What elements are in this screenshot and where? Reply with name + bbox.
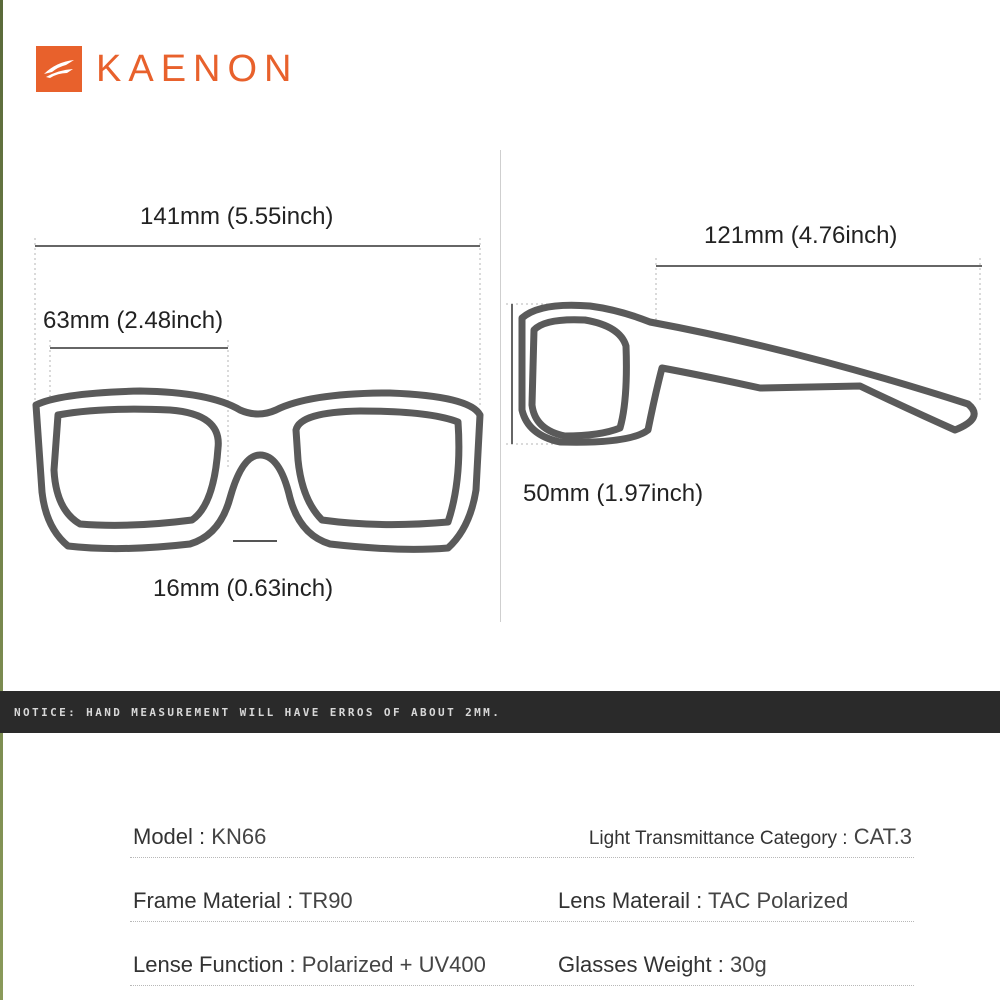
spec-row xyxy=(130,812,914,858)
spec-weight xyxy=(558,952,767,978)
side-view-glasses-icon xyxy=(522,305,974,442)
spec-label: Lense Function : xyxy=(133,952,296,977)
total-width-label: 141mm (5.55inch) xyxy=(140,203,334,230)
spec-value: KN66 xyxy=(211,824,267,849)
spec-transmittance xyxy=(589,824,912,850)
lens-height-label: 50mm (1.97inch) xyxy=(523,480,704,507)
spec-label: Frame Material : xyxy=(133,888,294,913)
brand-name: KAENON xyxy=(96,47,299,90)
spec-table xyxy=(130,812,914,986)
front-view-glasses-icon xyxy=(36,391,480,549)
spec-value: Polarized + UV400 xyxy=(301,952,486,977)
notice-text: NOTICE: HAND MEASUREMENT WILL HAVE ERROS OF ABOUT 2MM. xyxy=(14,705,502,719)
temple-length-label: 121mm (4.76inch) xyxy=(704,222,898,249)
spec-value: TR90 xyxy=(298,888,353,913)
spec-label: Model : xyxy=(133,824,206,849)
spec-label: Lens Materail : xyxy=(558,888,703,913)
spec-lens-material xyxy=(558,888,848,914)
lens-width-label: 63mm (2.48inch) xyxy=(43,307,224,334)
bridge-width-label: 16mm (0.63inch) xyxy=(153,575,334,602)
spec-lens-function xyxy=(133,952,486,978)
spec-frame-material xyxy=(133,888,353,914)
spec-value: CAT.3 xyxy=(853,824,912,849)
spec-label: Glasses Weight : xyxy=(558,952,724,977)
notice-bar xyxy=(0,691,1000,733)
spec-model xyxy=(133,824,266,850)
spec-row xyxy=(130,940,914,986)
spec-value: TAC Polarized xyxy=(708,888,849,913)
spec-value: 30g xyxy=(730,952,767,977)
spec-label: Light Transmittance Category : xyxy=(588,828,848,849)
spec-row xyxy=(130,876,914,922)
